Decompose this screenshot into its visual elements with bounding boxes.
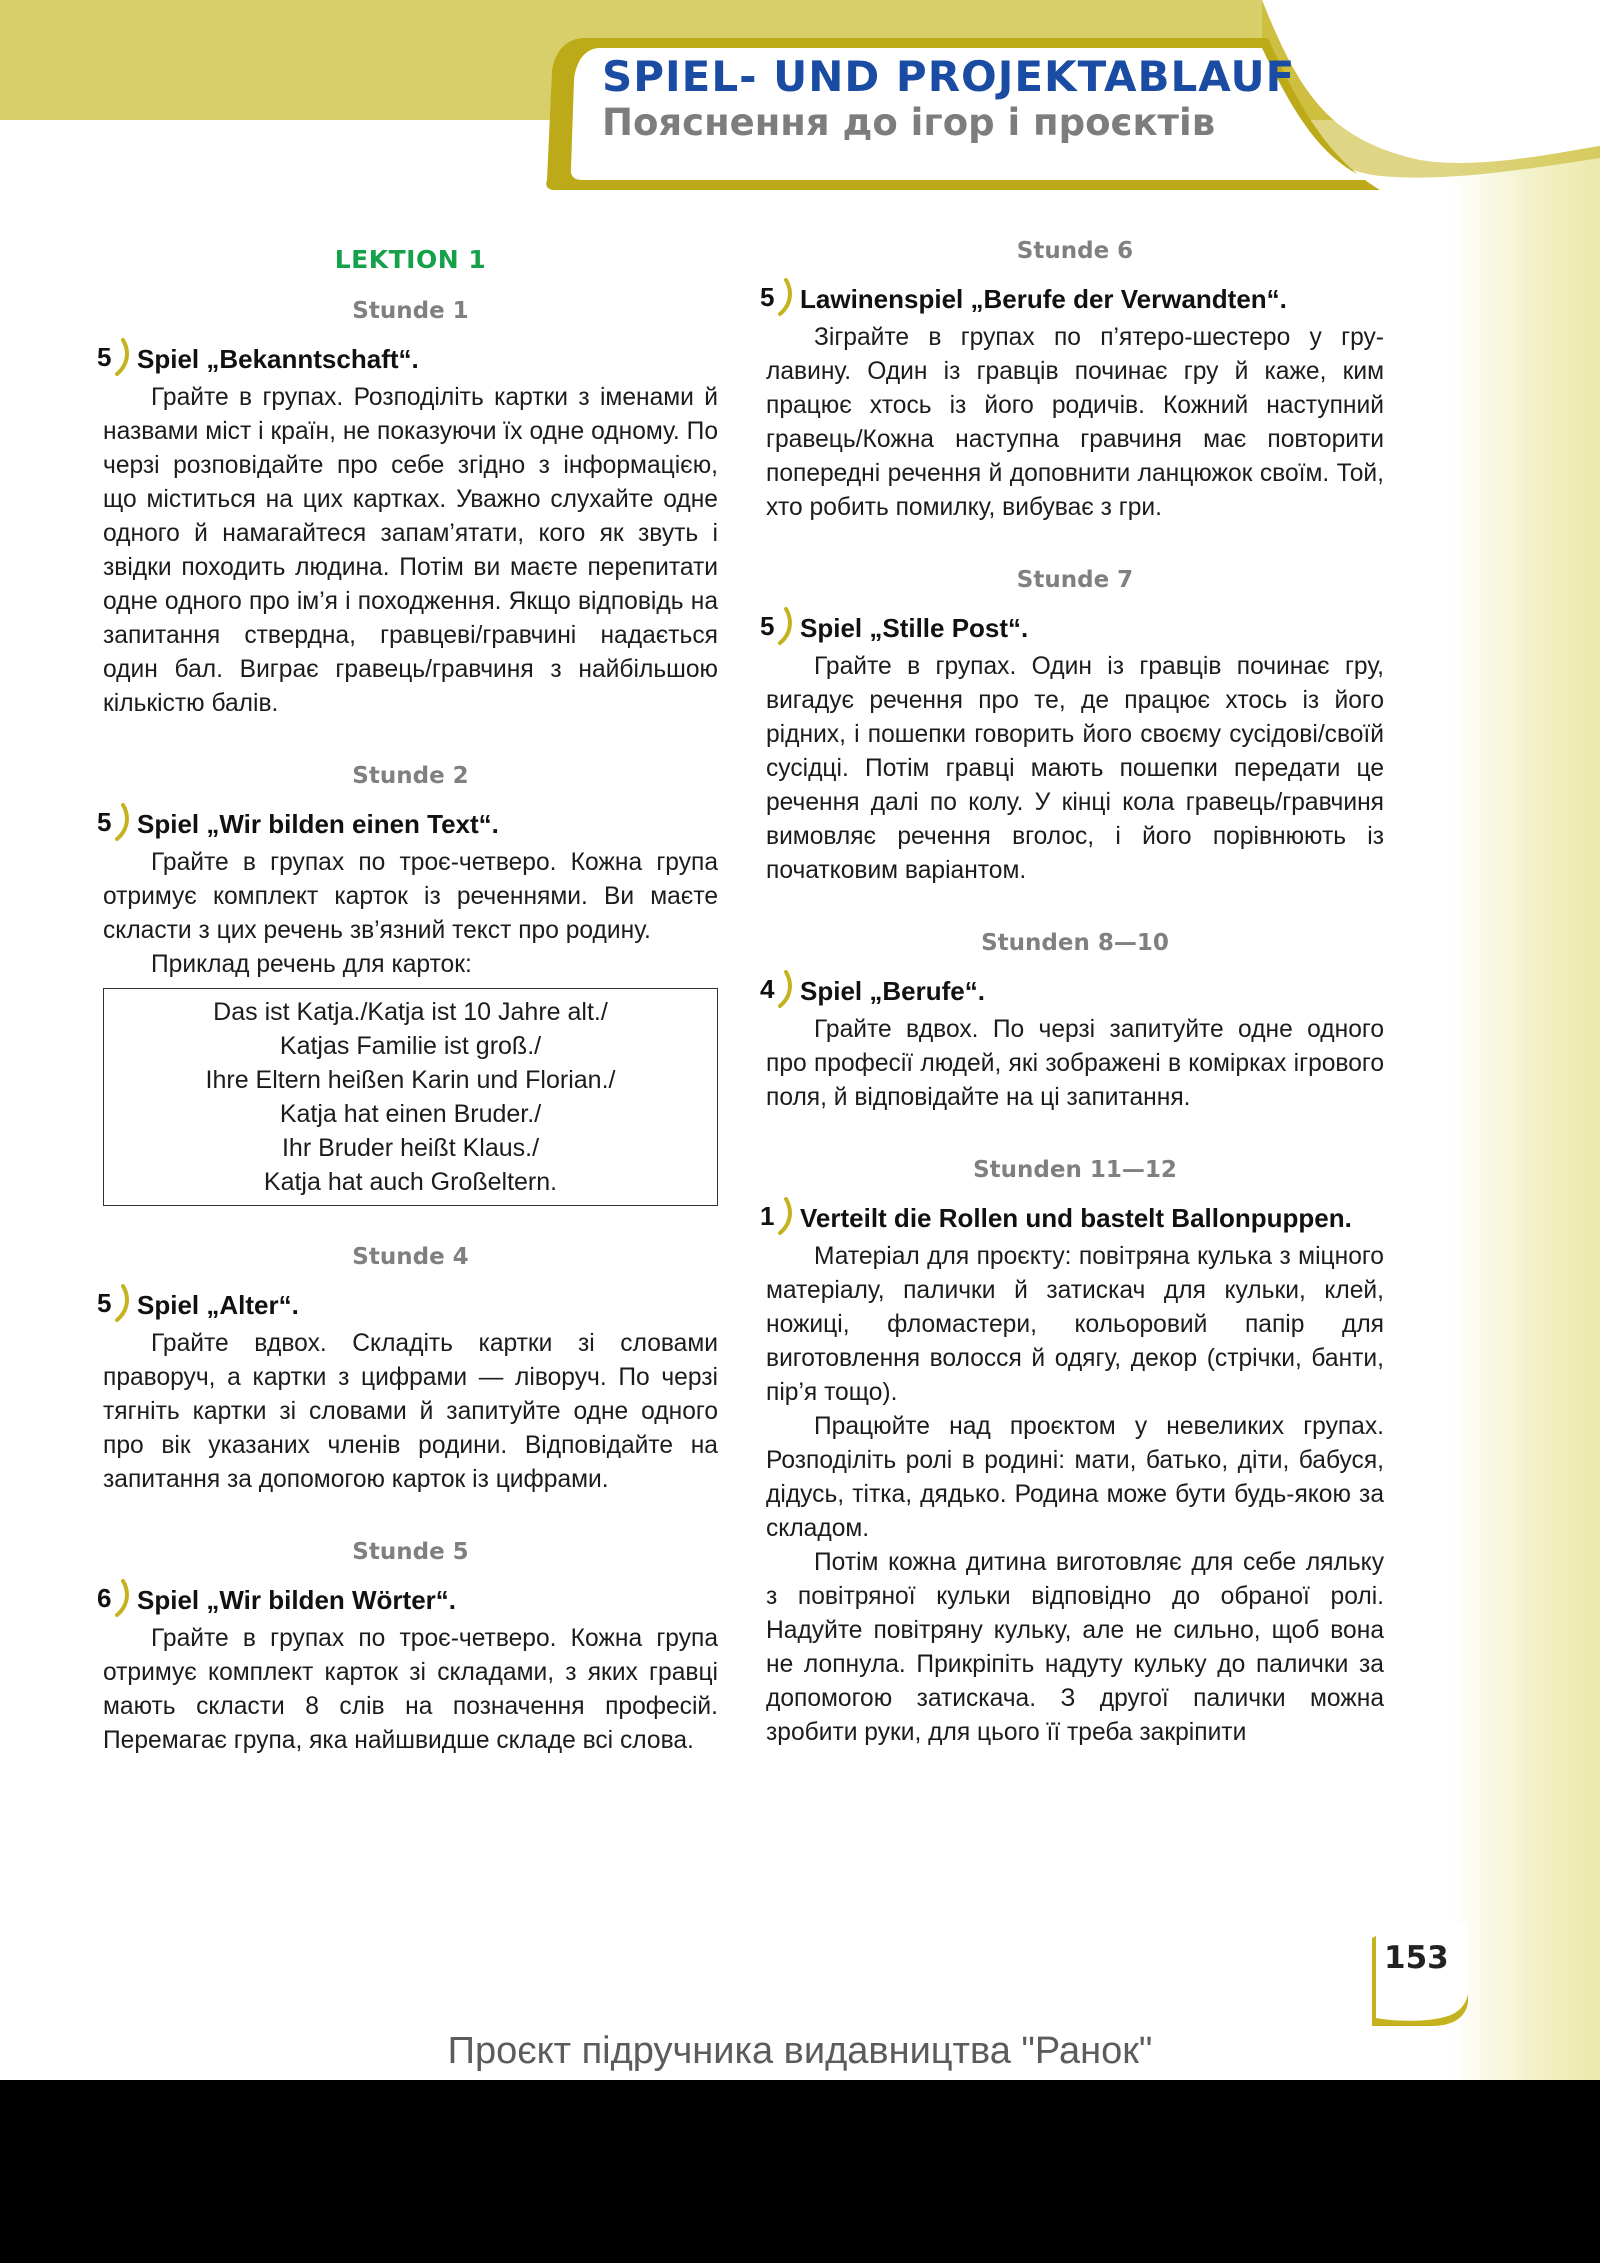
task-number: 5 xyxy=(95,807,137,838)
task-title: Spiel „Alter“. xyxy=(137,1290,299,1320)
task-heading xyxy=(95,1288,718,1323)
title-german: SPIEL- UND PROJEKTABLAUF xyxy=(602,52,1296,101)
task-title: Spiel „Stille Post“. xyxy=(800,613,1029,643)
example-line: Katja hat einen Bruder./ xyxy=(279,1100,542,1128)
task-text: Грайте в групах по троє-четверо. Кожна група отримує комплект карток зі складами, з яких гравці мають скласти 8 слів на позначення професій. Перемагає група, яка найшвидше складе всі слова. xyxy=(103,1625,718,1754)
example-box xyxy=(103,988,718,1206)
task-bracket-icon xyxy=(113,803,133,841)
task-number: 1 xyxy=(758,1201,800,1232)
task-text: Матеріал для проєкту: повітряна кулька з міцного матеріалу, палички й затискач для кульки, клей, ножиці, фломастери, кольоровий папір для виготовлення волосся й одягу, декор (стрічки, банти, пір’я тощо). xyxy=(766,1243,1384,1406)
page-number-badge xyxy=(1368,1918,1478,2038)
stunde-heading: Stunde 4 xyxy=(352,1244,469,1270)
page-number: 153 xyxy=(1384,1940,1449,1976)
task-title: Spiel „Wir bilden einen Text“. xyxy=(137,809,499,839)
stunde-heading: Stunde 1 xyxy=(352,298,469,324)
task-heading xyxy=(95,1583,718,1618)
task-bracket-icon xyxy=(776,1197,796,1235)
task-heading xyxy=(95,807,718,842)
task-title: Spiel „Berufe“. xyxy=(800,976,985,1006)
task-text: Грайте вдвох. Складіть картки зі словами праворуч, а картки з цифрами — ліворуч. По черзі тягніть картки зі словами й запитуйте одне одного про вік указаних членів родини. Відповідайте на запитання за допомогою карток із цифрами. xyxy=(103,1330,718,1493)
task-text: Працюйте над проєктом у невеликих групах. Розподіліть ролі в родині: мати, батько, діти, бабуся, дідусь, тітка, дядько. Родина може бути будь-якою за складом. xyxy=(766,1413,1384,1542)
footer-watermark: Проєкт підручника видавництва "Ранок" xyxy=(447,2030,1153,2072)
task-bracket-icon xyxy=(776,278,796,316)
stunde-heading: Stunden 11—12 xyxy=(973,1157,1177,1183)
lektion-heading: LEKTION 1 xyxy=(334,245,487,274)
example-line: Ihre Eltern heißen Karin und Florian./ xyxy=(205,1066,616,1094)
task-title: Lawinenspiel „Berufe der Verwandten“. xyxy=(800,284,1287,314)
right-column xyxy=(760,238,1384,1750)
task-heading xyxy=(758,974,1384,1009)
task-bracket-icon xyxy=(776,607,796,645)
header-title xyxy=(600,52,1300,144)
task-heading xyxy=(758,282,1384,317)
stunde-heading: Stunde 6 xyxy=(1016,238,1134,264)
task-bracket-icon xyxy=(113,338,133,376)
task-text: Грайте вдвох. По черзі запитуйте одне одного про професії людей, які зображені в комірках ігрового поля, й відповідайте на ці запитання. xyxy=(766,1016,1384,1111)
task-text: Зіграйте в групах по п’ятеро-шестеро у гру-лавину. Один із гравців починає гру й каже, ким працює хтось із його родичів. Кожний наступний гравець/Кожна наступна гравчиня має повторити попередні речення й доповнити ланцюжок своїм. Той, хто робить помилку, вибуває з гри. xyxy=(766,324,1384,521)
example-line: Ihr Bruder heißt Klaus./ xyxy=(281,1134,540,1162)
task-heading xyxy=(758,1201,1384,1236)
task-number: 5 xyxy=(95,1288,137,1319)
task-text: Грайте в групах. Один із гравців починає гру, вигадує речення про те, де працює хтось із його рідних, і пошепки говорить його своєму сусідові/своїй сусідці. Потім гравці мають пошепки передати це речення далі по колу. У кінці кола гравець/гравчиня вимовляє речення вголос, і його порівнюють із початковим варіантом. xyxy=(766,653,1384,884)
task-title: Spiel „Wir bilden Wörter“. xyxy=(137,1585,457,1615)
task-heading xyxy=(95,342,718,377)
example-line: Katjas Familie ist groß./ xyxy=(279,1032,542,1060)
task-heading xyxy=(758,611,1384,646)
page-number-frame xyxy=(1368,1918,1478,2038)
task-number: 5 xyxy=(95,342,137,373)
bottom-black-band xyxy=(0,2080,1600,2263)
task-bracket-icon xyxy=(113,1579,133,1617)
task-text: Грайте в групах по троє-четверо. Кожна група отримує комплект карток із реченнями. Ви маєте скласти з цих речень зв’язний текст про родину. xyxy=(103,849,718,944)
page-edge-decoration xyxy=(1450,0,1600,2080)
stunde-heading: Stunde 7 xyxy=(1016,567,1134,593)
example-intro: Приклад речень для карток: xyxy=(151,951,472,978)
task-bracket-icon xyxy=(776,970,796,1008)
task-number: 5 xyxy=(758,282,800,313)
task-title: Spiel „Bekanntschaft“. xyxy=(137,344,419,374)
title-ukrainian: Пояснення до ігор і проєктів xyxy=(602,101,1216,144)
task-text: Потім кожна дитина виготовляє для себе ляльку з повітряної кульки відповідно до обраної ролі. Надуйте повітряну кульку, але не сильно, щоб вона не лопнула. Прикріпіть надуту кульку до палички за допомогою затискача. З другої палички можна зробити руки, для цього її треба закріпити xyxy=(766,1549,1384,1746)
left-column xyxy=(97,238,718,1758)
task-number: 4 xyxy=(758,974,800,1005)
stunde-heading: Stunden 8—10 xyxy=(981,930,1169,956)
task-text: Грайте в групах. Розподіліть картки з іменами й назвами міст і країн, не показуючи їх одне одному. По черзі розповідайте про себе згідно з інформацією, що міститься на цих картках. Уважно слухайте одне одного й намагайтеся запам’ятати, кого як звуть і звідки походить людина. Потім ви маєте перепитати одне одного про ім’я і походження. Якщо відповідь на запитання ствердна, гравцеві/гравчині надається один бал. Виграє гравець/гравчиня з найбільшою кількістю балів. xyxy=(103,384,718,717)
task-number: 5 xyxy=(758,611,800,642)
task-title: Verteilt die Rollen und bastelt Ballonpuppen. xyxy=(800,1203,1352,1233)
example-line: Das ist Katja./Katja ist 10 Jahre alt./ xyxy=(213,998,608,1026)
example-line: Katja hat auch Großeltern. xyxy=(263,1168,558,1196)
task-number: 6 xyxy=(95,1583,137,1614)
stunde-heading: Stunde 5 xyxy=(352,1539,469,1565)
task-bracket-icon xyxy=(113,1284,133,1322)
stunde-heading: Stunde 2 xyxy=(352,763,469,789)
